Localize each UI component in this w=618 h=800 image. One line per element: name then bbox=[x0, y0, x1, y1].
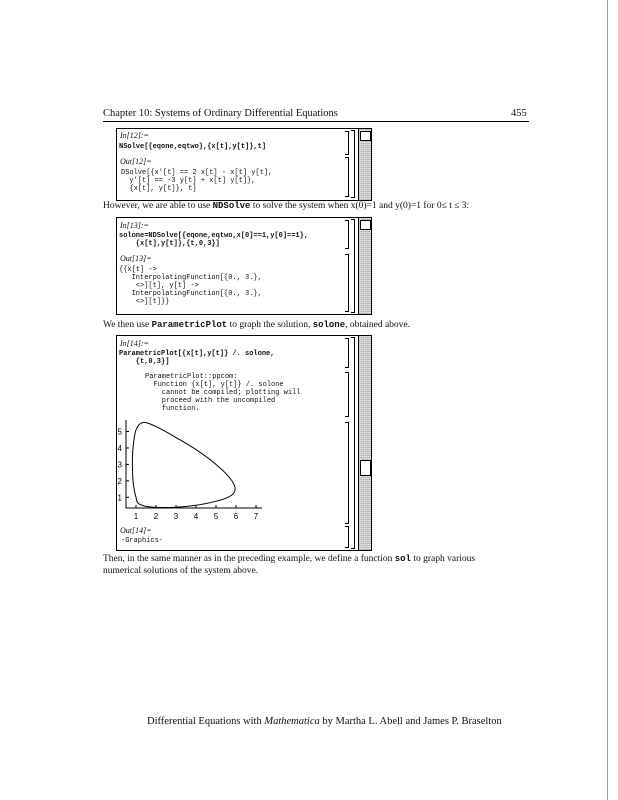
output-line: {x[t], y[t]}, t] bbox=[121, 185, 197, 193]
input-label-13: In[13]:= bbox=[120, 221, 149, 230]
plot-ticks bbox=[118, 428, 259, 521]
message-line: cannot be compiled; plotting will bbox=[145, 389, 301, 397]
output-line: {{x[t] -> bbox=[119, 266, 157, 274]
para-text: to solve the system when x(0)=1 and y(0)=1 for 0≤ t ≤ 3: bbox=[250, 201, 470, 211]
cell-bracket[interactable] bbox=[345, 254, 349, 312]
input-line-13[interactable]: solone=NDSolve[{eqone,eqtwo,x[0]==1,y[0]==1}, bbox=[119, 232, 309, 240]
x-tick-label: 6 bbox=[233, 512, 239, 521]
inline-code: ParametricPlot bbox=[151, 320, 228, 330]
group-bracket[interactable] bbox=[351, 219, 355, 313]
paragraph-ndsolve bbox=[103, 201, 469, 212]
inline-code: solone bbox=[312, 320, 346, 330]
output-label-12: Out[12]= bbox=[120, 157, 152, 166]
cell-bracket[interactable] bbox=[345, 526, 349, 548]
x-tick-label: 7 bbox=[253, 512, 259, 521]
output-line: <>][t], y[t] -> bbox=[119, 282, 199, 290]
para-text: , obtained above. bbox=[345, 320, 411, 330]
input-label-12: In[12]:= bbox=[120, 131, 149, 140]
para-text: to graph the solution, bbox=[227, 320, 313, 330]
output-label-13: Out[13]= bbox=[120, 254, 152, 263]
cell-bracket[interactable] bbox=[345, 157, 349, 197]
chapter-title: Chapter 10: Systems of Ordinary Differential Equations bbox=[103, 108, 338, 119]
cell-scrollbar[interactable] bbox=[358, 129, 371, 200]
solution-curve bbox=[132, 422, 235, 507]
plot-curve bbox=[132, 422, 235, 507]
x-tick-label: 3 bbox=[173, 512, 179, 521]
para-text: We then use bbox=[103, 320, 152, 330]
cell-scrollbar[interactable] bbox=[358, 336, 371, 550]
header-rule bbox=[103, 121, 529, 122]
para-text: Then, in the same manner as in the preceding example, we define a function bbox=[103, 554, 395, 564]
group-bracket[interactable] bbox=[351, 130, 355, 198]
cell-bracket[interactable] bbox=[345, 338, 349, 368]
page-edge-rule bbox=[607, 0, 608, 800]
output-label-14: Out[14]= bbox=[120, 526, 152, 535]
parametric-plot bbox=[112, 418, 352, 524]
y-tick-label: 4 bbox=[117, 443, 122, 453]
message-line: ParametricPlot::ppcom: bbox=[145, 373, 238, 381]
y-tick-label: 3 bbox=[117, 460, 122, 470]
x-tick-label: 5 bbox=[213, 512, 219, 521]
output-line: y'[t] == -3 y[t] + x[t] y[t]}, bbox=[121, 177, 256, 185]
message-line: Function {x[t], y[t]} /. solone bbox=[145, 381, 284, 389]
y-tick-label: 1 bbox=[117, 493, 122, 503]
inline-code: sol bbox=[394, 554, 411, 564]
input-label-14: In[14]:= bbox=[120, 339, 149, 348]
input-line-14[interactable]: {t,0,3}] bbox=[119, 358, 170, 366]
x-tick-label: 2 bbox=[153, 512, 159, 521]
output-line: InterpolatingFunction[{0., 3.}, bbox=[119, 274, 262, 282]
inline-code: NDSolve bbox=[212, 201, 251, 211]
cell-bracket[interactable] bbox=[345, 372, 349, 417]
y-tick-label: 5 bbox=[117, 427, 122, 437]
para-text: However, we are able to use bbox=[103, 201, 213, 211]
para-text: to graph various bbox=[410, 554, 476, 564]
page-number: 455 bbox=[511, 108, 527, 119]
input-line-12[interactable]: NSolve[{eqone,eqtwo},{x[t],y[t]},t] bbox=[119, 143, 267, 151]
output-line: InterpolatingFunction[{0., 3.}, bbox=[119, 290, 262, 298]
footer-italic: Mathematica bbox=[264, 716, 320, 727]
scrollbar-thumb[interactable] bbox=[360, 131, 371, 141]
footer-text: by Martha L. Abell and James P. Braselton bbox=[319, 716, 502, 727]
paragraph-sol-line2: numerical solutions of the system above. bbox=[103, 566, 259, 576]
paragraph-parametricplot bbox=[103, 320, 410, 331]
book-footer bbox=[147, 716, 502, 727]
input-line-13[interactable]: {x[t],y[t]},{t,0,3}] bbox=[119, 240, 220, 248]
graphics-output: -Graphics- bbox=[121, 537, 164, 545]
x-tick-label: 1 bbox=[133, 512, 139, 521]
paragraph-sol bbox=[103, 554, 475, 565]
input-line-14[interactable]: ParametricPlot[{x[t],y[t]} /. solone, bbox=[119, 350, 275, 358]
message-line: function. bbox=[145, 405, 200, 413]
cell-bracket[interactable] bbox=[345, 422, 349, 524]
scrollbar-thumb[interactable] bbox=[360, 460, 371, 476]
plot-axes bbox=[126, 420, 262, 508]
scrollbar-thumb[interactable] bbox=[360, 220, 371, 230]
footer-text: Differential Equations with bbox=[147, 716, 265, 727]
x-tick-label: 4 bbox=[193, 512, 199, 521]
output-line: <>][t]}} bbox=[119, 298, 170, 306]
output-line: DSolve[{x'[t] == 2 x[t] - x[t] y[t], bbox=[121, 169, 273, 177]
message-line: proceed with the uncompiled bbox=[145, 397, 276, 405]
cell-scrollbar[interactable] bbox=[358, 218, 371, 314]
cell-bracket[interactable] bbox=[345, 220, 349, 249]
cell-bracket[interactable] bbox=[345, 131, 349, 155]
y-tick-label: 2 bbox=[117, 476, 122, 486]
group-bracket[interactable] bbox=[351, 337, 355, 549]
